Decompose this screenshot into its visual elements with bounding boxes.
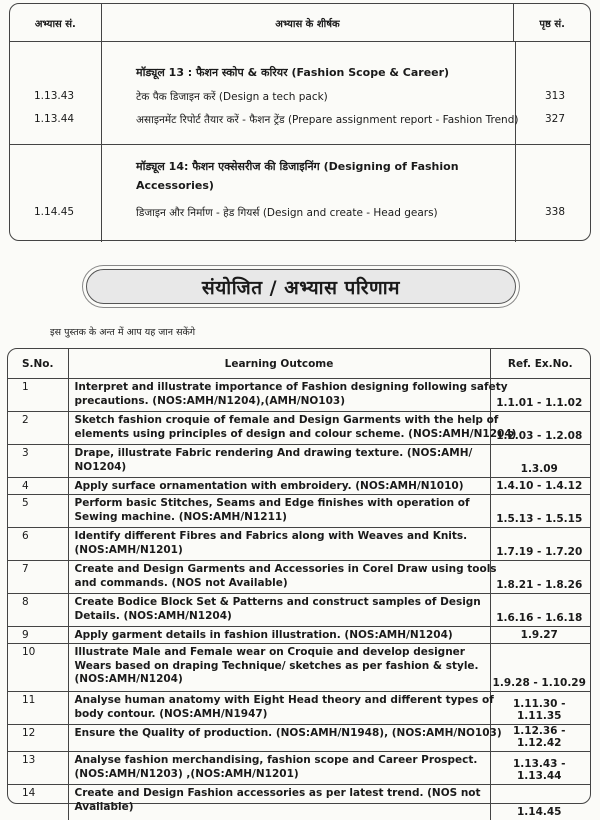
outcome-sno: 12 (8, 725, 68, 752)
outcome-sno: 1 (8, 379, 68, 412)
outcome-ref: 1.1.01 - 1.1.02 (490, 379, 590, 412)
outcome-ref: 1.2.03 - 1.2.08 (490, 412, 590, 445)
outcome-line: NO1204) (74, 460, 127, 473)
outcome-line: Details. (NOS:AMH/N1204) (74, 609, 232, 622)
outcome-sno: 10 (8, 644, 68, 692)
exercise-no: 1.14.45 (34, 206, 75, 218)
learning-outcomes-table (7, 348, 591, 818)
outcome-line: Interpret and illustrate importance of Fashion designing following safety (74, 381, 508, 393)
outcome-ref: 1.5.13 - 1.5.15 (490, 495, 590, 528)
contents-table (9, 3, 591, 241)
module-14-title-cont: Accessories) (136, 179, 214, 192)
outcome-line: Create and Design Fashion accessories as per latest trend. (NOS not (74, 787, 481, 799)
outcome-text (68, 478, 490, 495)
exercise-page: 313 (545, 90, 566, 102)
outcome-text (68, 445, 490, 478)
outcome-row (8, 785, 590, 820)
outcome-line: Illustrate Male and Female wear on Croquie and develop designer (74, 646, 465, 658)
outcomes-header-row (8, 349, 590, 379)
outcome-ref: 1.11.30 - 1.11.35 (490, 692, 590, 725)
outcome-ref: 1.4.10 - 1.4.12 (490, 478, 590, 495)
outcome-line: body contour. (NOS:AMH/N1947) (74, 707, 268, 720)
header-sno: S.No. (8, 349, 68, 379)
outcome-row (8, 528, 590, 561)
outcome-line: and commands. (NOS not Available) (74, 576, 288, 589)
exercise-title: असाइनमेंट रिपोर्ट तैयार करें - फैशन ट्रेंड (Prepare assignment report - Fashion Trend) (136, 114, 519, 126)
outcome-sno: 7 (8, 561, 68, 594)
section-banner (86, 269, 516, 304)
outcome-text (68, 644, 490, 692)
outcome-sno: 8 (8, 594, 68, 627)
outcome-sno: 11 (8, 692, 68, 725)
outcome-row (8, 495, 590, 528)
outcome-sno: 4 (8, 478, 68, 495)
outcome-line: (NOS:AMH/N1203) ,(NOS:AMH/N1201) (74, 767, 299, 780)
module-13-section (10, 42, 590, 145)
outcome-ref: 1.9.27 (490, 627, 590, 644)
outcome-sno: 5 (8, 495, 68, 528)
outcome-line: Ensure the Quality of production. (NOS:AMH/N1948), (NOS:AMH/NO103) (74, 727, 502, 739)
exercise-title: डिजाइन और निर्माण - हेड गियर्स (Design and create - Head gears) (136, 207, 438, 219)
outcome-text (68, 785, 490, 820)
outcome-row (8, 725, 590, 752)
outcome-text (68, 528, 490, 561)
outcome-text (68, 561, 497, 594)
outcome-row (8, 692, 590, 725)
outcome-text (68, 627, 490, 644)
outcome-line: Apply surface ornamentation with embroidery. (NOS:AMH/N1010) (74, 480, 464, 492)
outcome-row (8, 412, 590, 445)
outcome-row (8, 594, 590, 627)
module-14-section (10, 145, 590, 242)
outcome-text (68, 692, 494, 725)
outcome-line: Create and Design Garments and Accessories in Corel Draw using tools (74, 563, 497, 575)
outcome-sno: 14 (8, 785, 68, 820)
outcome-sno: 13 (8, 752, 68, 785)
outcome-row (8, 561, 590, 594)
module-13-title: मॉड्यूल 13 : फैशन स्कोप & करियर (Fashion Scope & Career) (136, 66, 450, 79)
exercise-no: 1.13.43 (34, 90, 75, 102)
outcome-line: (NOS:AMH/N1204) (74, 673, 183, 686)
outcome-text (68, 412, 517, 445)
header-page-no: पृष्ठ सं. (539, 18, 565, 30)
outcome-ref: 1.3.09 (490, 445, 590, 478)
outcome-text (68, 752, 490, 785)
outcome-line: Analyse fashion merchandising, fashion scope and Career Prospect. (74, 754, 478, 766)
intro-text: इस पुस्तक के अन्त में आप यह जान सकेंगे (50, 327, 196, 338)
outcome-ref: 1.6.16 - 1.6.18 (490, 594, 590, 627)
outcome-line: Apply garment details in fashion illustration. (NOS:AMH/N1204) (74, 629, 453, 641)
outcome-line: Sketch fashion croquie of female and Design Garments with the help of (74, 414, 499, 426)
outcome-text (68, 495, 490, 528)
outcome-row (8, 627, 590, 644)
outcome-line: (NOS:AMH/N1201) (74, 543, 183, 556)
header-exercise-title: अभ्यास के शीर्षक (101, 4, 515, 41)
module-14-title: मॉड्यूल 14: फैशन एक्सेसरीज की डिजाइनिंग (Designing of Fashion (136, 160, 459, 173)
outcome-line: Identify different Fibres and Fabrics along with Weaves and Knits. (74, 530, 468, 542)
header-exercise-no: अभ्यास सं. (34, 18, 76, 30)
outcome-ref: 1.7.19 - 1.7.20 (490, 528, 590, 561)
outcome-ref: 1.13.43 - 1.13.44 (490, 752, 590, 785)
exercise-title: टेक पैक डिजाइन करें (Design a tech pack) (136, 91, 328, 103)
outcome-line: Available) (74, 800, 134, 813)
outcome-line: Analyse human anatomy with Eight Head theory and different types of (74, 694, 494, 706)
exercise-page: 338 (545, 206, 566, 218)
outcome-line: Create Bodice Block Set & Patterns and construct samples of Design (74, 596, 481, 608)
outcome-line: elements using principles of design and colour scheme. (NOS:AMH/N1204) (74, 427, 517, 440)
banner-title: संयोजित / अभ्यास परिणाम (201, 276, 401, 299)
outcome-ref: 1.14.45 (490, 785, 590, 820)
outcome-line: Drape, illustrate Fabric rendering And drawing texture. (NOS:AMH/ (74, 447, 473, 459)
header-learning-outcome: Learning Outcome (68, 349, 490, 379)
exercise-no: 1.13.44 (34, 113, 75, 125)
outcome-ref: 1.12.36 - 1.12.42 (490, 725, 590, 752)
outcome-sno: 2 (8, 412, 68, 445)
outcome-sno: 6 (8, 528, 68, 561)
outcome-sno: 3 (8, 445, 68, 478)
exercise-page: 327 (545, 113, 566, 125)
outcome-row (8, 379, 590, 412)
outcome-ref: 1.9.28 - 1.10.29 (490, 644, 590, 692)
outcome-ref: 1.8.21 - 1.8.26 (490, 561, 590, 594)
outcomes-body (8, 379, 590, 820)
outcome-text (68, 725, 502, 752)
outcome-sno: 9 (8, 627, 68, 644)
outcome-row (8, 445, 590, 478)
outcome-text (68, 594, 490, 627)
outcome-text (68, 379, 508, 412)
outcome-row (8, 644, 590, 692)
outcome-line: Perform basic Stitches, Seams and Edge finishes with operation of (74, 497, 470, 509)
header-ref-ex-no: Ref. Ex.No. (490, 349, 590, 379)
contents-header-row (10, 4, 590, 42)
outcome-line: precautions. (NOS:AMH/N1204),(AMH/NO103) (74, 394, 345, 407)
outcome-line: Sewing machine. (NOS:AMH/N1211) (74, 510, 287, 523)
outcome-row (8, 478, 590, 495)
outcome-row (8, 752, 590, 785)
outcome-line: Wears based on draping Technique/ sketches as per fashion & style. (74, 659, 479, 672)
